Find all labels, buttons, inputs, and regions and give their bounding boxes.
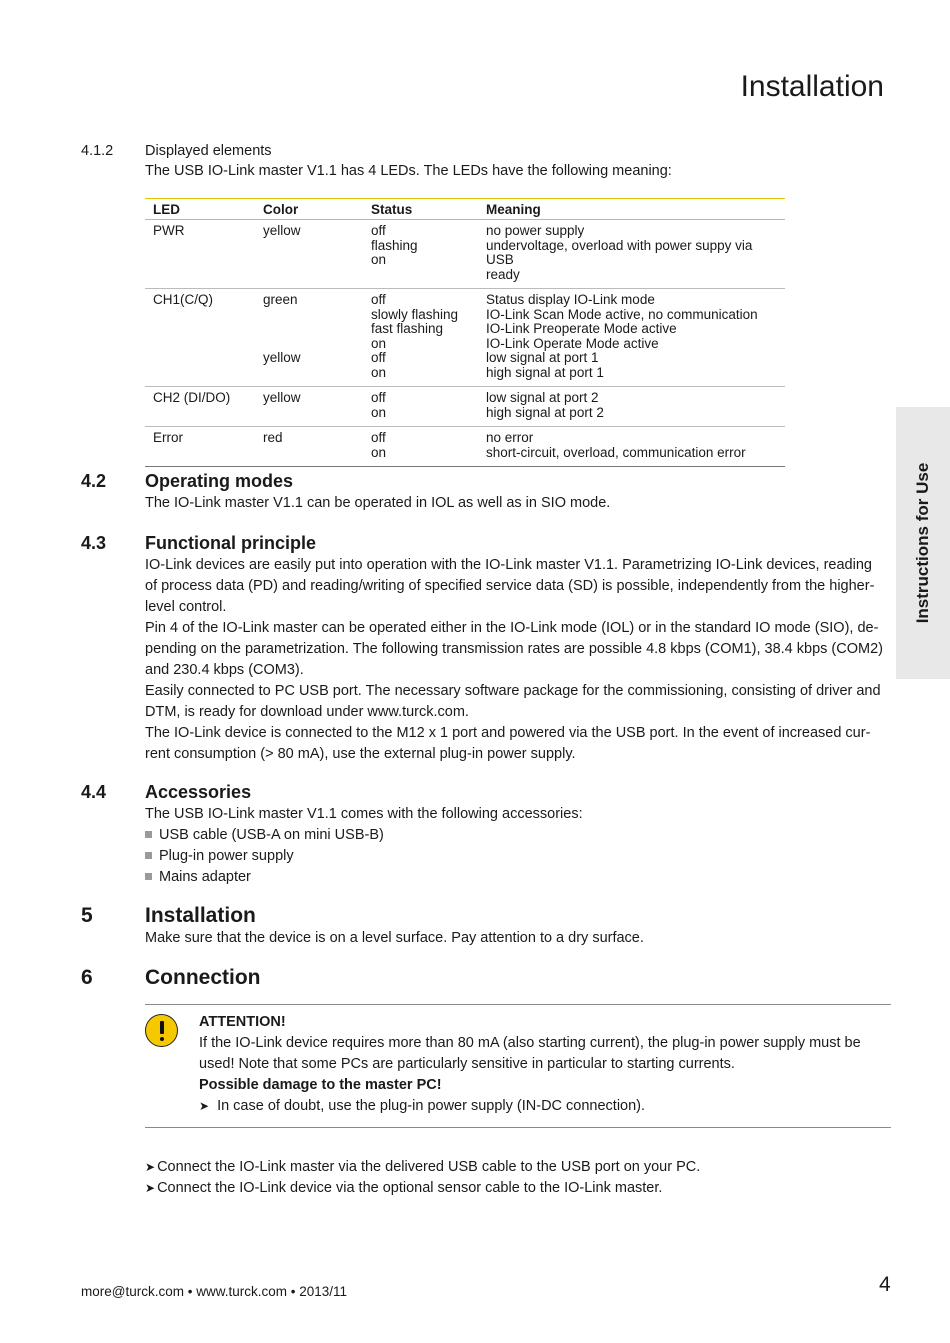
led-table xyxy=(145,198,785,467)
section-number: 4.3 xyxy=(81,533,107,553)
chapter-title: Installation xyxy=(145,904,256,927)
footer-contact: more@turck.com • www.turck.com • 2013/11 xyxy=(81,1284,347,1299)
body-line: level control. xyxy=(145,599,227,615)
chapter-number: 5 xyxy=(81,904,93,927)
table-header-color: Color xyxy=(259,199,367,220)
list-item: Plug-in power supply xyxy=(145,846,294,867)
table-header-meaning: Meaning xyxy=(482,199,785,220)
section-number: 4.4 xyxy=(81,782,107,802)
body-line: and 230.4 kbps (COM3). xyxy=(145,662,304,678)
led-color: yellow xyxy=(259,387,367,427)
list-item: Mains adapter xyxy=(145,867,251,888)
section-text: The IO-Link master V1.1 can be operated in IOL as well as in SIO mode. xyxy=(145,495,611,511)
led-meaning: no power supply undervoltage, overload with power suppy via USB ready xyxy=(482,220,785,289)
led-name: Error xyxy=(145,427,259,467)
instruction-step: ➤ Connect the IO-Link device via the optional sensor cable to the IO-Link master. xyxy=(145,1180,663,1196)
warning-line: If the IO-Link device requires more than 80 mA (also starting current), the plug-in power supply must be xyxy=(199,1035,861,1051)
led-name: CH2 (DI/DO) xyxy=(145,387,259,427)
led-name: PWR xyxy=(145,220,259,289)
side-tab xyxy=(896,407,950,679)
list-item: USB cable (USB-A on mini USB-B) xyxy=(145,825,384,846)
side-tab-label: Instructions for Use xyxy=(913,462,932,624)
table-header-led: LED xyxy=(145,199,259,220)
table-row xyxy=(145,289,785,387)
arrow-icon: ➤ xyxy=(199,1099,210,1113)
led-meaning: no error short-circuit, overload, communication error xyxy=(482,427,785,467)
body-line: pending on the parametrization. The following transmission rates are possible 4.8 kbps (COM1), 38.4 kbps (COM2) xyxy=(145,641,883,657)
table-row xyxy=(145,220,785,289)
led-status: off slowly flashing fast flashing on off on xyxy=(367,289,482,387)
square-bullet-icon xyxy=(145,852,152,859)
led-status: off on xyxy=(367,427,482,467)
body-line: of process data (PD) and reading/writing of specified service data (SD) is possible, independently from the higher- xyxy=(145,578,875,594)
section-intro: The USB IO-Link master V1.1 comes with the following accessories: xyxy=(145,806,583,822)
section-body xyxy=(145,555,895,765)
table-row xyxy=(145,427,785,467)
section-number: 4.2 xyxy=(81,471,107,491)
arrow-icon: ➤ xyxy=(145,1181,156,1195)
warning-title: ATTENTION! xyxy=(199,1014,286,1030)
led-color: red xyxy=(259,427,367,467)
warning-line: used! Note that some PCs are particularly sensitive in particular to starting currents. xyxy=(199,1056,735,1072)
section-title: Operating modes xyxy=(145,471,294,491)
warning-icon xyxy=(145,1014,178,1047)
led-meaning: Status display IO-Link mode IO-Link Scan Mode active, no communication IO-Link Preoperate Mode active IO-Link Operate Mode active low signal at port 1 high signal at port 1 xyxy=(482,289,785,387)
instruction-step: ➤ Connect the IO-Link master via the delivered USB cable to the USB port on your PC. xyxy=(145,1159,701,1175)
chapter-number: 6 xyxy=(81,966,93,989)
body-line: The IO-Link device is connected to the M12 x 1 port and powered via the USB port. In the event of increased cur- xyxy=(145,725,871,741)
led-status: off flashing on xyxy=(367,220,482,289)
warning-action: ➤ In case of doubt, use the plug-in power supply (IN-DC connection). xyxy=(199,1098,646,1114)
section-title: Displayed elements xyxy=(145,143,272,159)
warning-subtitle: Possible damage to the master PC! xyxy=(199,1077,442,1093)
page-header-title: Installation xyxy=(740,70,884,103)
chapter-title: Connection xyxy=(145,966,261,989)
body-line: Easily connected to PC USB port. The necessary software package for the commissioning, consisting of driver and xyxy=(145,683,881,699)
led-color: yellow xyxy=(259,220,367,289)
led-name: CH1(C/Q) xyxy=(145,289,259,387)
table-header-row xyxy=(145,199,785,220)
section-title: Accessories xyxy=(145,782,252,802)
warning-body xyxy=(199,1033,861,1075)
section-title: Functional principle xyxy=(145,533,317,553)
square-bullet-icon xyxy=(145,831,152,838)
divider xyxy=(145,1127,891,1128)
body-line: Pin 4 of the IO-Link master can be operated either in the IO-Link mode (IOL) or in the standard IO mode (SIO), de- xyxy=(145,620,879,636)
page-number: 4 xyxy=(879,1273,891,1296)
table-header-status: Status xyxy=(367,199,482,220)
table-row xyxy=(145,387,785,427)
body-line: DTM, is ready for download under www.turck.com. xyxy=(145,704,469,720)
arrow-icon: ➤ xyxy=(145,1160,156,1174)
divider xyxy=(145,1004,891,1005)
section-intro: The USB IO-Link master V1.1 has 4 LEDs. The LEDs have the following meaning: xyxy=(145,163,672,179)
led-meaning: low signal at port 2 high signal at port 2 xyxy=(482,387,785,427)
led-status: off on xyxy=(367,387,482,427)
led-color: green yellow xyxy=(259,289,367,387)
body-line: IO-Link devices are easily put into operation with the IO-Link master V1.1. Parametrizing IO-Link devices, reading xyxy=(145,557,872,573)
section-number: 4.1.2 xyxy=(81,143,114,159)
square-bullet-icon xyxy=(145,873,152,880)
body-line: rent consumption (> 80 mA), use the external plug-in power supply. xyxy=(145,746,576,762)
chapter-text: Make sure that the device is on a level surface. Pay attention to a dry surface. xyxy=(145,930,644,946)
